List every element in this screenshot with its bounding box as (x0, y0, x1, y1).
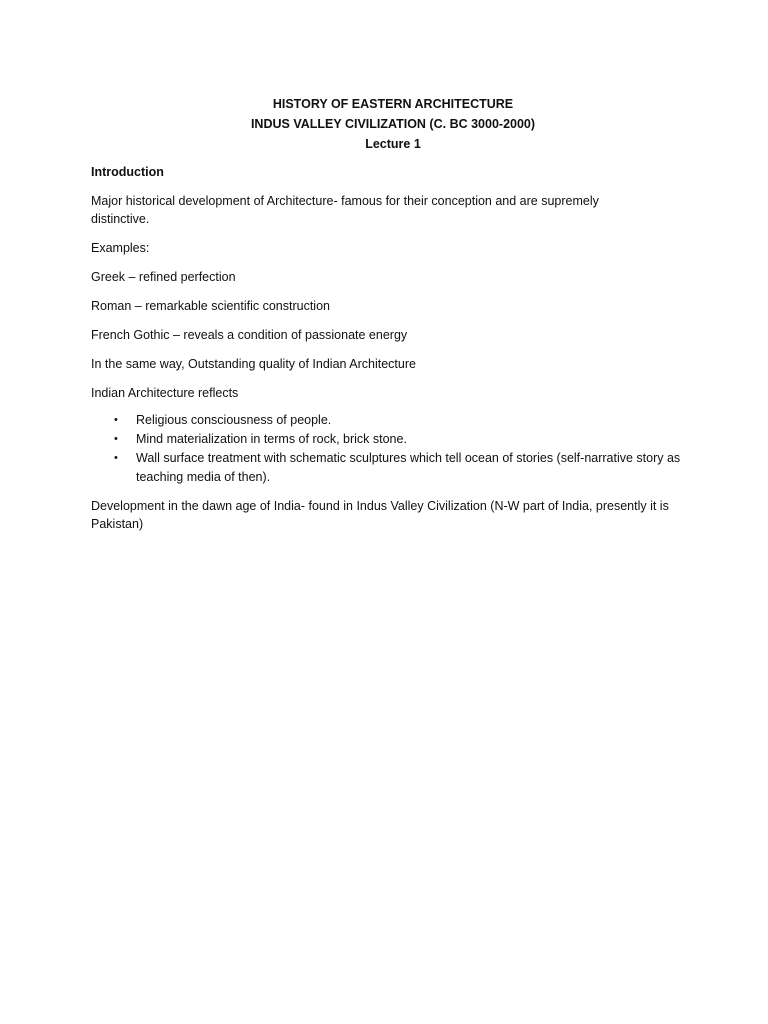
list-item (114, 430, 684, 449)
title-block (91, 94, 691, 154)
list-item-text: Mind materialization in terms of rock, brick stone. (136, 432, 407, 446)
list-item (114, 449, 684, 487)
list-item (114, 411, 684, 430)
reflects-bullet-list (91, 411, 691, 487)
document-content (91, 94, 691, 544)
development-paragraph: Development in the dawn age of India- found in Indus Valley Civilization (N-W part of India, presently it is Pakistan) (91, 499, 669, 531)
introduction-heading: Introduction (91, 165, 164, 179)
bullet-icon: • (114, 414, 118, 426)
intro-paragraph: Major historical development of Architecture- famous for their conception and are supremely distinctive. (91, 194, 599, 226)
examples-label: Examples: (91, 241, 150, 255)
document-subtitle: INDUS VALLEY CIVILIZATION (C. BC 3000-2000) (250, 117, 536, 131)
indian-architecture-quality: In the same way, Outstanding quality of Indian Architecture (91, 357, 416, 371)
indian-architecture-reflects: Indian Architecture reflects (91, 386, 239, 400)
list-item-text: Wall surface treatment with schematic sculptures which tell ocean of stories (self-narrative story as teaching media of then). (136, 451, 681, 484)
lecture-label: Lecture 1 (365, 137, 421, 151)
list-item-text: Religious consciousness of people. (136, 413, 332, 427)
bullet-icon: • (114, 452, 118, 464)
document-title: HISTORY OF EASTERN ARCHITECTURE (272, 97, 514, 111)
example-french-gothic: French Gothic – reveals a condition of passionate energy (91, 328, 408, 342)
example-roman: Roman – remarkable scientific construction (91, 299, 330, 313)
bullet-icon: • (114, 433, 118, 445)
example-greek: Greek – refined perfection (91, 270, 236, 284)
